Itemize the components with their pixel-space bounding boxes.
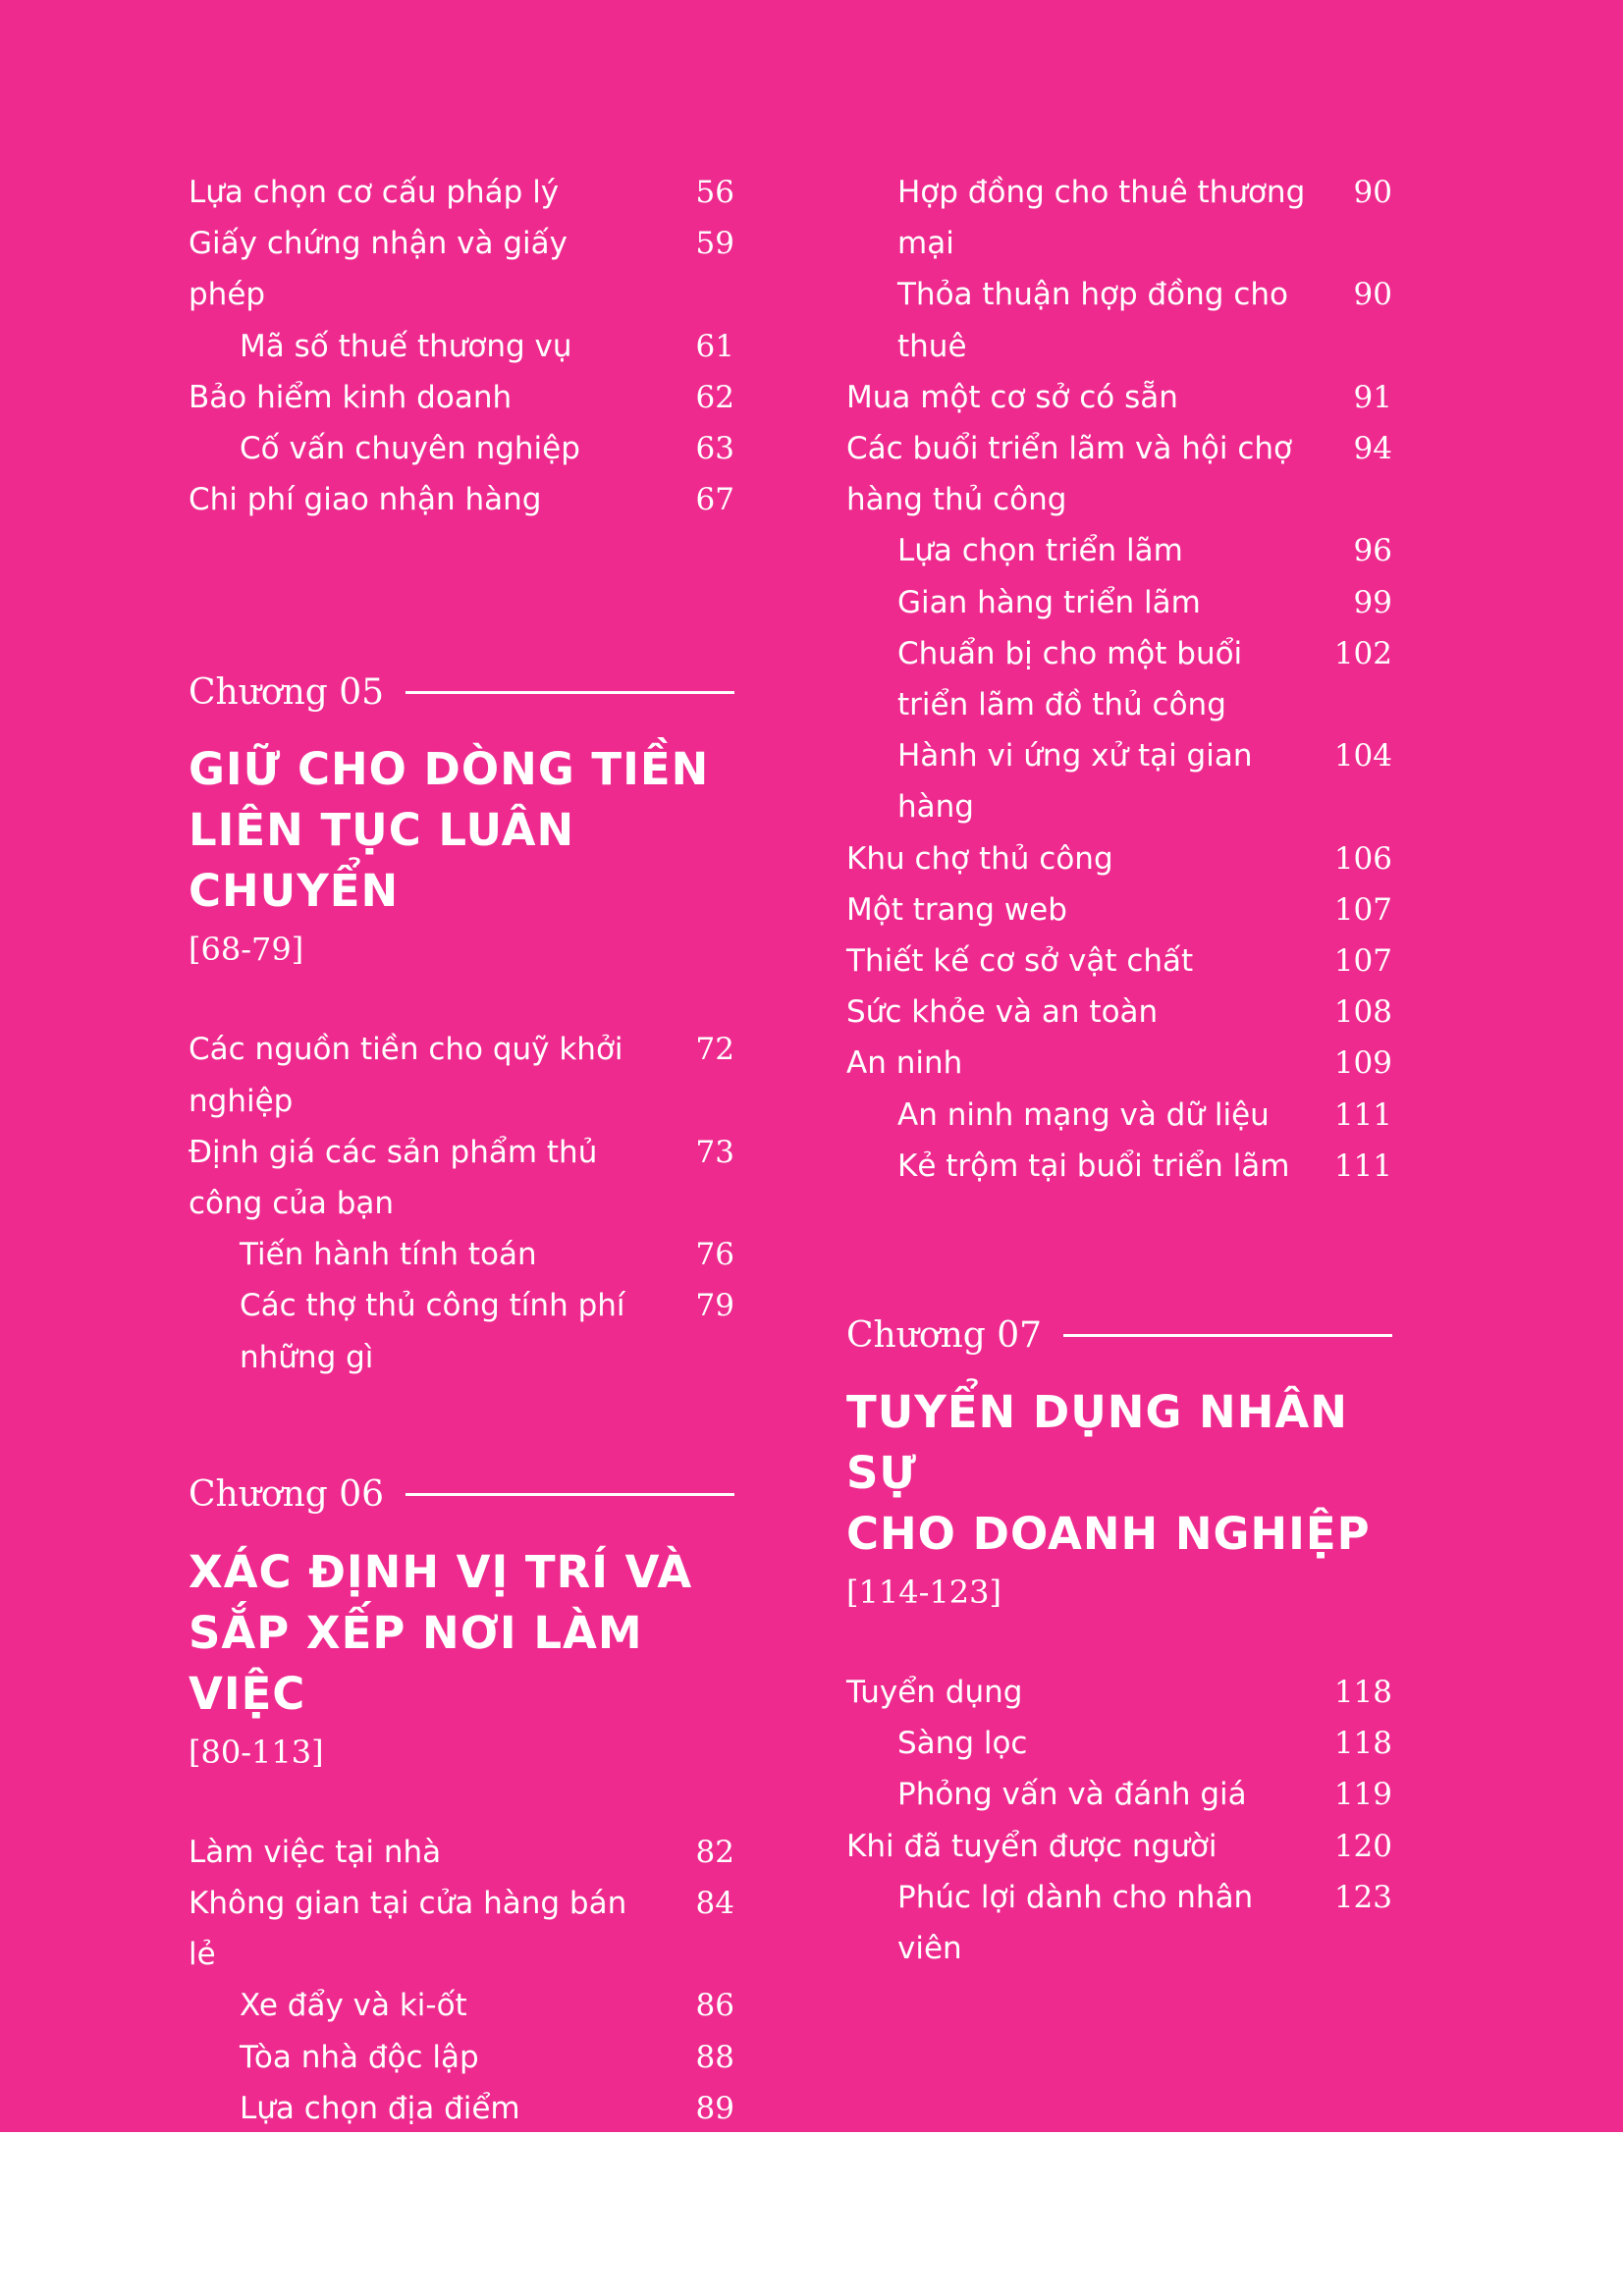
chapter-rule — [406, 691, 734, 694]
toc-subentry — [189, 1280, 734, 1382]
toc-subentry — [846, 167, 1392, 269]
chapter-page-range: [114-123] — [846, 1574, 1001, 1612]
toc-entry-title: Hợp đồng cho thuê thương mại — [897, 175, 1306, 262]
toc-page-number: 84 — [695, 1886, 734, 1922]
toc-page-number: 56 — [695, 175, 734, 210]
toc-page-number: 91 — [1353, 379, 1392, 415]
toc-page-number: 96 — [1353, 533, 1392, 569]
toc-page-number: 90 — [1353, 277, 1392, 313]
toc-page-number: 61 — [695, 328, 734, 364]
toc-entry-title: Các thợ thủ công tính phí những gì — [240, 1288, 625, 1375]
toc-page-number: 106 — [1333, 840, 1392, 877]
toc-subentry — [846, 730, 1392, 832]
toc-entry-title: Cố vấn chuyên nghiệp — [240, 431, 580, 467]
toc-page-number: 111 — [1333, 1148, 1392, 1184]
toc-entry-title: Định giá các sản phẩm thủ công của bạn — [189, 1134, 598, 1222]
toc-page-number: 88 — [695, 2039, 734, 2075]
toc-entry-title: Thiết kế cơ sở vật chất — [846, 943, 1194, 980]
toc-page-number: 107 — [1333, 891, 1392, 928]
toc-page-number: 86 — [695, 1988, 734, 2024]
toc-entry-title: Tuyển dụng — [846, 1675, 1023, 1711]
toc-entry-title: Mua một cơ sở có sẵn — [846, 379, 1178, 415]
toc-entry-title: An ninh mạng và dữ liệu — [897, 1096, 1270, 1133]
toc-entry — [189, 1127, 734, 1229]
toc-entry-title: Sức khỏe và an toàn — [846, 994, 1159, 1031]
chapter-page-range: [68-79] — [189, 931, 304, 969]
toc-entry-title: Các buổi triển lãm và hội chợ hàng thủ công — [846, 431, 1292, 518]
chapter-title-line: LIÊN TỤC LUÂN CHUYỂN — [189, 804, 575, 918]
chapter-title — [189, 739, 734, 922]
toc-page-number: 94 — [1353, 431, 1392, 467]
toc-page-number: 123 — [1333, 1879, 1392, 1915]
toc-subentry — [846, 1090, 1392, 1141]
toc-entry — [189, 167, 734, 218]
toc-entry — [189, 1827, 734, 1878]
toc-subentry — [189, 2032, 734, 2083]
chapter-title-line: XÁC ĐỊNH VỊ TRÍ VÀ — [189, 1545, 693, 1598]
toc-subentry — [189, 1980, 734, 2031]
chapter-heading — [846, 1309, 1392, 1361]
toc-page-number: 108 — [1333, 994, 1392, 1031]
toc-entry-title: Chuẩn bị cho một buổi triển lãm đồ thủ công — [897, 635, 1243, 723]
toc-entry-title: Lựa chọn địa điểm — [240, 2090, 520, 2126]
toc-page-number: 79 — [695, 1288, 734, 1324]
toc-subentry — [846, 269, 1392, 371]
toc-entry-title: Hành vi ứng xử tại gian hàng — [897, 738, 1253, 826]
toc-list — [846, 1667, 1392, 1974]
chapter-heading — [189, 1469, 734, 1521]
toc-entry-title: Một trang web — [846, 891, 1067, 928]
toc-entry — [846, 1667, 1392, 1718]
toc-subentry — [846, 1872, 1392, 1974]
toc-entry-title: Sàng lọc — [897, 1726, 1028, 1762]
toc-page-number: 111 — [1333, 1096, 1392, 1133]
toc-entry — [846, 372, 1392, 423]
toc-page-number: 120 — [1333, 1828, 1392, 1864]
chapter-page-range: [80-113] — [189, 1733, 324, 1771]
toc-entry-title: Giấy chứng nhận và giấy phép — [189, 226, 568, 313]
toc-entry — [846, 884, 1392, 935]
toc-entry-title: Phúc lợi dành cho nhân viên — [897, 1879, 1254, 1967]
toc-entry-title: Không gian tại cửa hàng bán lẻ — [189, 1886, 627, 1973]
toc-entry-title: An ninh — [846, 1045, 963, 1082]
toc-entry-title: Bảo hiểm kinh doanh — [189, 379, 513, 415]
toc-page-number: 119 — [1333, 1777, 1392, 1813]
chapter-heading — [189, 667, 734, 718]
toc-entry-title: Lựa chọn cơ cấu pháp lý — [189, 175, 560, 210]
toc-subentry — [189, 423, 734, 474]
toc-page-number: 109 — [1333, 1045, 1392, 1082]
chapter-label: Chương 07 — [846, 1314, 1043, 1356]
toc-entry-title: Khi đã tuyển được người — [846, 1828, 1217, 1864]
toc-entry — [189, 474, 734, 525]
toc-entry-title: Phỏng vấn và đánh giá — [897, 1777, 1247, 1813]
chapter-title-line: SẮP XẾP NƠI LÀM VIỆC — [189, 1606, 643, 1720]
toc-subentry — [846, 628, 1392, 730]
toc-entry-title: Mã số thuế thương vụ — [240, 328, 572, 364]
chapter-title-line: TUYỂN DỤNG NHÂN SỰ — [846, 1386, 1348, 1500]
chapter-title-line: GIỮ CHO DÒNG TIỀN — [189, 743, 710, 796]
chapter-title — [846, 1382, 1392, 1565]
toc-entry — [846, 1821, 1392, 1872]
toc-page-number: 107 — [1333, 943, 1392, 980]
toc-entry-title: Kẻ trộm tại buổi triển lãm — [897, 1148, 1290, 1184]
toc-list — [189, 1024, 734, 1382]
toc-subentry — [846, 577, 1392, 628]
toc-page-number: 82 — [695, 1834, 734, 1870]
toc-page-number: 73 — [695, 1134, 734, 1170]
toc-entry — [189, 372, 734, 423]
toc-entry-title: Thỏa thuận hợp đồng cho thuê — [897, 277, 1288, 364]
toc-entry — [189, 1024, 734, 1126]
toc-entry — [189, 1878, 734, 1980]
toc-subentry — [189, 321, 734, 372]
toc-page-number: 76 — [695, 1237, 734, 1273]
toc-entry — [846, 987, 1392, 1038]
chapter-label: Chương 06 — [189, 1474, 385, 1516]
chapter-title-line: CHO DOANH NGHIỆP — [846, 1508, 1371, 1561]
toc-subentry — [846, 1769, 1392, 1820]
toc-entry — [189, 218, 734, 320]
toc-page-number: 104 — [1333, 738, 1392, 774]
toc-page-number: 89 — [695, 2090, 734, 2126]
toc-subentry — [846, 525, 1392, 576]
toc-page-number: 118 — [1333, 1726, 1392, 1762]
toc-page-number: 118 — [1333, 1675, 1392, 1711]
toc-entry-title: Làm việc tại nhà — [189, 1834, 442, 1870]
toc-entry-title: Xe đẩy và ki-ốt — [240, 1988, 467, 2024]
chapter-label: Chương 05 — [189, 671, 385, 713]
toc-subentry — [846, 1718, 1392, 1769]
toc-list — [189, 1827, 734, 2134]
toc-list — [189, 167, 734, 525]
toc-page-number: 102 — [1333, 635, 1392, 671]
toc-entry-title: Lựa chọn triển lãm — [897, 533, 1183, 569]
toc-subentry — [189, 2083, 734, 2134]
toc-page-number: 67 — [695, 482, 734, 518]
toc-entry — [846, 423, 1392, 525]
chapter-block-05 — [189, 667, 734, 1382]
toc-entry — [846, 1038, 1392, 1089]
toc-entry — [846, 935, 1392, 987]
toc-page-number: 99 — [1353, 584, 1392, 620]
toc-entry-title: Các nguồn tiền cho quỹ khởi nghiệp — [189, 1032, 623, 1119]
toc-page-number: 62 — [695, 379, 734, 415]
toc-page-number: 63 — [695, 431, 734, 467]
toc-entry-title: Khu chợ thủ công — [846, 840, 1113, 877]
toc-subentry — [846, 1141, 1392, 1192]
chapter-title — [189, 1542, 734, 1725]
toc-entry-title: Tiến hành tính toán — [240, 1237, 537, 1273]
toc-page-number: 59 — [695, 226, 734, 262]
chapter-block-06 — [189, 1469, 734, 2134]
toc-page-number: 72 — [695, 1032, 734, 1068]
chapter-rule — [406, 1493, 734, 1496]
toc-page-number: 90 — [1353, 175, 1392, 210]
toc-entry-title: Tòa nhà độc lập — [240, 2039, 479, 2075]
chapter-block-07 — [846, 1309, 1392, 1974]
toc-column-right — [846, 167, 1392, 1974]
toc-column-left — [189, 167, 734, 2134]
toc-entry — [846, 833, 1392, 884]
chapter-rule — [1063, 1334, 1392, 1337]
toc-entry-title: Chi phí giao nhận hàng — [189, 482, 542, 518]
toc-list — [846, 167, 1392, 1192]
toc-entry-title: Gian hàng triển lãm — [897, 584, 1201, 620]
toc-subentry — [189, 1229, 734, 1280]
